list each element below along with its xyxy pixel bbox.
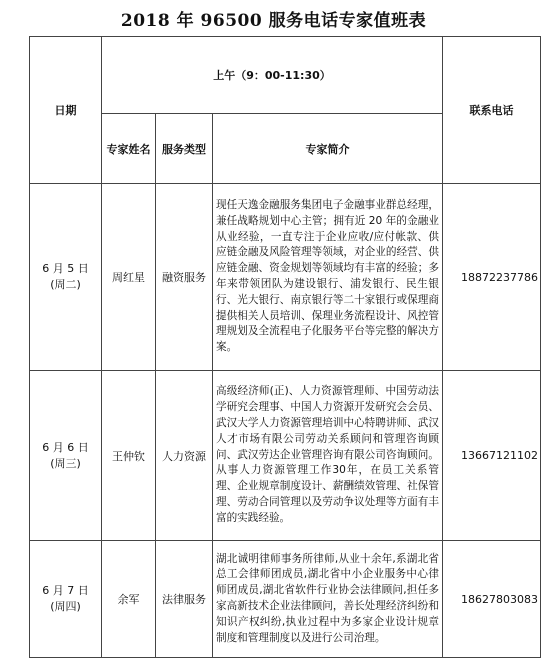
phone-number: 13667121102 <box>443 371 541 541</box>
header-service-type: 服务类型 <box>156 114 213 184</box>
table-row <box>30 541 541 658</box>
expert-name: 周红星 <box>102 184 156 371</box>
date-cell <box>30 541 102 658</box>
date-cell <box>30 371 102 541</box>
duty-schedule-table <box>29 36 541 658</box>
header-expert-intro: 专家简介 <box>213 114 443 184</box>
service-type: 融资服务 <box>156 184 213 371</box>
header-date: 日期 <box>30 37 102 184</box>
header-phone: 联系电话 <box>443 37 541 184</box>
service-type: 法律服务 <box>156 541 213 658</box>
phone-number: 18627803083 <box>443 541 541 658</box>
weekday: (周二) <box>50 278 81 291</box>
date: 6 月 6 日 <box>42 440 89 454</box>
expert-intro: 湖北诚明律师事务所律师,从业十余年,系湖北省总工会律师团成员,湖北省中小企业服务中心律师团成员,湖北省软件行业协会法律顾问,担任多家高新技术企业法律顾问，善长处理经济纠纷和知识产权纠纷,执业过程中为多家企业设计规章制度和管理制度以及进行公司治理。 <box>213 541 443 658</box>
expert-intro: 高级经济师(正)、人力资源管理师、中国劳动法学研究会理事、中国人力资源开发研究会会员、武汉大学人力资源管理培训中心特聘讲师、武汉人才市场有限公司劳动关系顾问和管理咨询顾问、武汉劳达企业管理咨询有限公司咨询顾问。从事人力资源管理工作30年，在员工关系管理、企业规章制度设计、薪酬绩效管理、社保管理、劳动合同管理以及劳动争议处理等方面有丰富的实践经验。 <box>213 371 443 541</box>
date-cell <box>30 184 102 371</box>
service-type: 人力资源 <box>156 371 213 541</box>
weekday: (周四) <box>50 600 81 613</box>
table-row <box>30 371 541 541</box>
phone-number: 18872237786 <box>443 184 541 371</box>
date: 6 月 7 日 <box>42 584 89 597</box>
expert-name: 余军 <box>102 541 156 658</box>
header-session: 上午（9：00-11:30） <box>102 37 443 114</box>
expert-intro: 现任天逸金融服务集团电子金融事业群总经理，兼任战略规划中心主管；拥有近 20 年的金融业从业经验，一直专注于企业应收/应付帐款、供应链金融及风险管理等领域，对企业的经营、供应链金融、资金规划等领域均有丰富的经验；多年来带领团队为建设银行、浦发银行、民生银行、光大银行、南京银行等二十家银行或保理商提供相关人员培训、保理业务流程设计、风控管理规划及全流程电子化服务平台等完整的解决方案。 <box>213 184 443 371</box>
table-row <box>30 184 541 371</box>
header-expert-name: 专家姓名 <box>102 114 156 184</box>
page-title: 2018 年 96500 服务电话专家值班表 <box>120 11 427 31</box>
weekday: (周三) <box>50 456 81 470</box>
expert-name: 王仲钦 <box>102 371 156 541</box>
date: 6 月 5 日 <box>42 262 89 275</box>
